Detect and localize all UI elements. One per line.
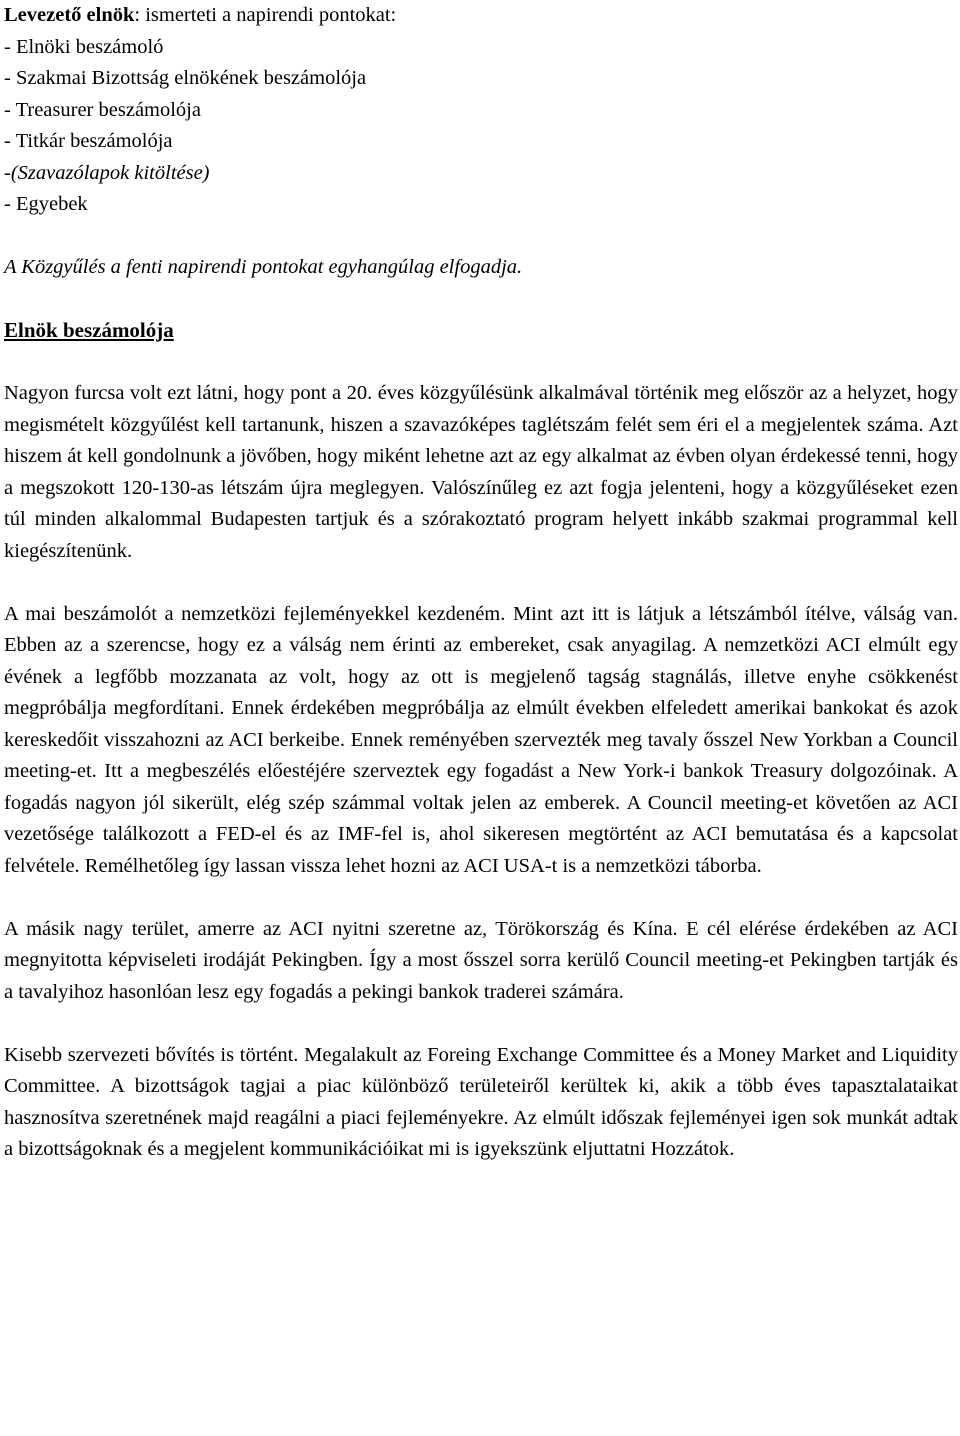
agenda-item-ballot-text: -(Szavazólapok kitöltése) — [4, 161, 210, 184]
chair-text: : ismerteti a napirendi pontokat: — [134, 4, 397, 26]
agenda-item: - Treasurer beszámolója — [4, 98, 201, 121]
spacer — [4, 221, 958, 253]
paragraph: A másik nagy terület, amerre az ACI nyitni szeretne az, Törökország és Kína. E cél elérése érdekében az ACI megnyitotta képviseleti irodáját Pekingben. Így a most ősszel sorra kerülő Council meeting-et Pekingben tartják és a tavalyihoz hasonlóan lesz egy fogadás a pekingi bankok traderei számára. — [4, 917, 958, 1003]
section-title: Elnök beszámolója — [4, 318, 174, 342]
agenda-list — [4, 32, 958, 221]
agenda-item-ballot — [4, 158, 958, 190]
agenda-item: - Egyebek — [4, 193, 88, 215]
agenda-item: - Titkár beszámolója — [4, 130, 173, 152]
spacer — [4, 347, 958, 379]
paragraph: Nagyon furcsa volt ezt látni, hogy pont a 20. éves közgyűlésünk alkalmával történik meg először az a helyzet, hogy megismételt közgyűlést kell tartanunk, hiszen a szavazóképes taglétszám felét sem éri el a megjelentek száma. Azt hiszem át kell gondolnunk a jövőben, hogy miként lehetne azt az egy alkalmat az évben olyan érdekessé tenni, hogy a megszokott 120-130-as létszám újra meglegyen. Valószínűleg ez azt fogja jelenteni, hogy a közgyűléseket ezen túl minden alkalommal Budapesten tartjuk és a szórakoztató program helyett inkább szakmai programmal kell kiegészítenünk. — [4, 382, 958, 562]
spacer — [4, 284, 958, 316]
agenda-item: - Elnöki beszámoló — [4, 35, 164, 58]
paragraph: A mai beszámolót a nemzetközi fejleményekkel kezdeném. Mint azt itt is látjuk a létszámból ítélve, válság van. Ebben az a szerencse, hogy ez a válság nem érinti az embereket, csak anyagilag. A nemzetközi ACI elmúlt egy évének a legfőbb mozzanata az volt, hogy az ott is megjelenő tagság stagnálás, illetve enyhe csökkenést megpróbálja megfordítani. Ennek érdekében megpróbálja az elmúlt években elfeledett amerikai bankokat és azok kereskedőit visszahozni az ACI berkeibe. Ennek reményében szervezték meg tavaly ősszel New Yorkban a Council meeting-et. Itt a megbeszélés előestéjére szerveztek egy fogadást a New York-i bankok Treasury dolgozóinak. A fogadás nagyon jól sikerült, elég szép számmal voltak jelen az emberek. A Council meeting-et követően az ACI vezetősége találkozott a FED-el és az IMF-fel is, ahol sikeresen megtörtént az ACI bemutatása és a kapcsolat felvétele. Remélhetőleg így lassan vissza lehet hozni az ACI USA-t is a nemzetközi táborba. — [4, 602, 958, 877]
spacer — [4, 567, 958, 599]
chair-label: Levezető elnök — [4, 4, 135, 26]
spacer — [4, 1008, 958, 1040]
resolution-text: A Közgyűlés a fenti napirendi pontokat egyhangúlag elfogadja. — [4, 256, 523, 278]
agenda-intro — [4, 0, 958, 32]
ballot-italic: (Szavazólapok kitöltése) — [10, 161, 210, 184]
agenda-item: - Szakmai Bizottság elnökének beszámolója — [4, 67, 367, 89]
paragraph: Kisebb szervezeti bővítés is történt. Megalakult az Foreing Exchange Committee és a Money Market and Liquidity Committee. A bizottságok tagjai a piac különböző területeiről kerültek ki, akik a több éves tapasztalataikat hasznosítva szeretnének majd reagálni a piaci fejleményekre. Az elmúlt időszak fejleményei igen sok munkát adtak a bizottságoknak és a megjelent kommunikációikat mi is igyekszünk eljuttatni Hozzátok. — [4, 1043, 958, 1160]
spacer — [4, 882, 958, 914]
